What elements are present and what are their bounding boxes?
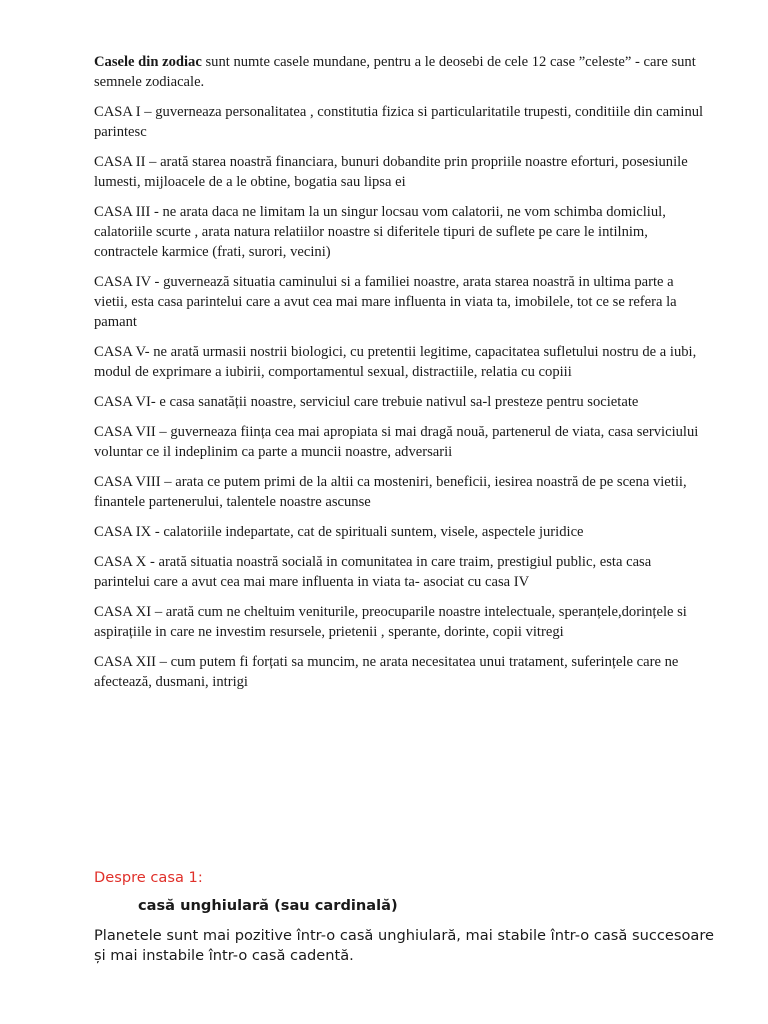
house-1-paragraph: CASA I – guverneaza personalitatea , constitutia fizica si particularitatile trupesti, conditiile din caminul parintesc xyxy=(94,104,704,140)
house-2-paragraph: CASA II – arată starea noastră financiara, bunuri dobandite prin propriile noastre eforturi, posesiunile lumesti, mijloacele de a le obtine, bogatia sau lipsa ei xyxy=(94,154,688,190)
house-4-paragraph: CASA IV - guvernează situatia caminului si a familiei noastre, arata starea noastră in ultima parte a vietii, esta casa parintelui care a avut cea mai mare influenta in viata ta, imobilele, tot ce se refera la pamant xyxy=(94,274,677,330)
section-subtitle: casă unghiulară (sau cardinală) xyxy=(138,897,398,914)
intro-text: sunt numte casele mundane, pentru a le deosebi de cele 12 case ”celeste” - care sunt semnele zodiacale. xyxy=(94,54,696,90)
house-5-paragraph: CASA V- ne arată urmasii nostrii biologici, cu pretentii legitime, capacitatea sufletului nostru de a iubi, modul de exprimare a iubirii, comportamentul sexual, distractiile, relatia cu copiii xyxy=(94,344,697,380)
section-heading: Despre casa 1: xyxy=(94,869,203,886)
house-1-section xyxy=(94,868,714,966)
house-8-paragraph: CASA VIII – arata ce putem primi de la altii ca mosteniri, beneficii, iesirea noastră de pe scena vietii, finantele partenerului, talentele noastre ascunse xyxy=(94,474,687,510)
house-12-paragraph: CASA XII – cum putem fi forțati sa muncim, ne arata necesitatea unui tratament, suferințele care ne afectează, dusmani, intrigi xyxy=(94,654,679,690)
intro-bold-term: Casele din zodiac xyxy=(94,54,202,70)
house-7-paragraph: CASA VII – guverneaza ființa cea mai apropiata si mai dragă nouă, partenerul de viata, casa serviciului voluntar ce il indeplinim ca parte a muncii noastre, adversarii xyxy=(94,424,699,460)
house-11-paragraph: CASA XI – arată cum ne cheltuim veniturile, preocuparile noastre intelectuale, speranțele,dorințele si aspirațiile in care ne investim resursele, prietenii , sperante, dorinte, copii vitregi xyxy=(94,604,687,640)
intro-paragraph xyxy=(94,52,704,92)
house-3-paragraph: CASA III - ne arata daca ne limitam la un singur locsau vom calatorii, ne vom schimba domicliul, calatoriile scurte , arata natura relatiilor noastre si diferitele tipuri de suflete pe care le intilnim, contractele karmice (frati, surori, vecini) xyxy=(94,204,666,260)
house-9-paragraph: CASA IX - calatoriile indepartate, cat de spirituali suntem, visele, aspectele juridice xyxy=(94,524,584,540)
house-6-paragraph: CASA VI- e casa sanatății noastre, serviciul care trebuie nativul sa-l presteze pentru societate xyxy=(94,394,639,410)
section-body: Planetele sunt mai pozitive într-o casă unghiulară, mai stabile într-o casă succesoare și mai instabile într-o casă cadentă. xyxy=(94,927,715,964)
houses-text-block xyxy=(94,52,704,702)
house-10-paragraph: CASA X - arată situatia noastră socială in comunitatea in care traim, prestigiul public, esta casa parintelui care a avut cea mai mare influenta in viata ta- asociat cu casa IV xyxy=(94,554,652,590)
